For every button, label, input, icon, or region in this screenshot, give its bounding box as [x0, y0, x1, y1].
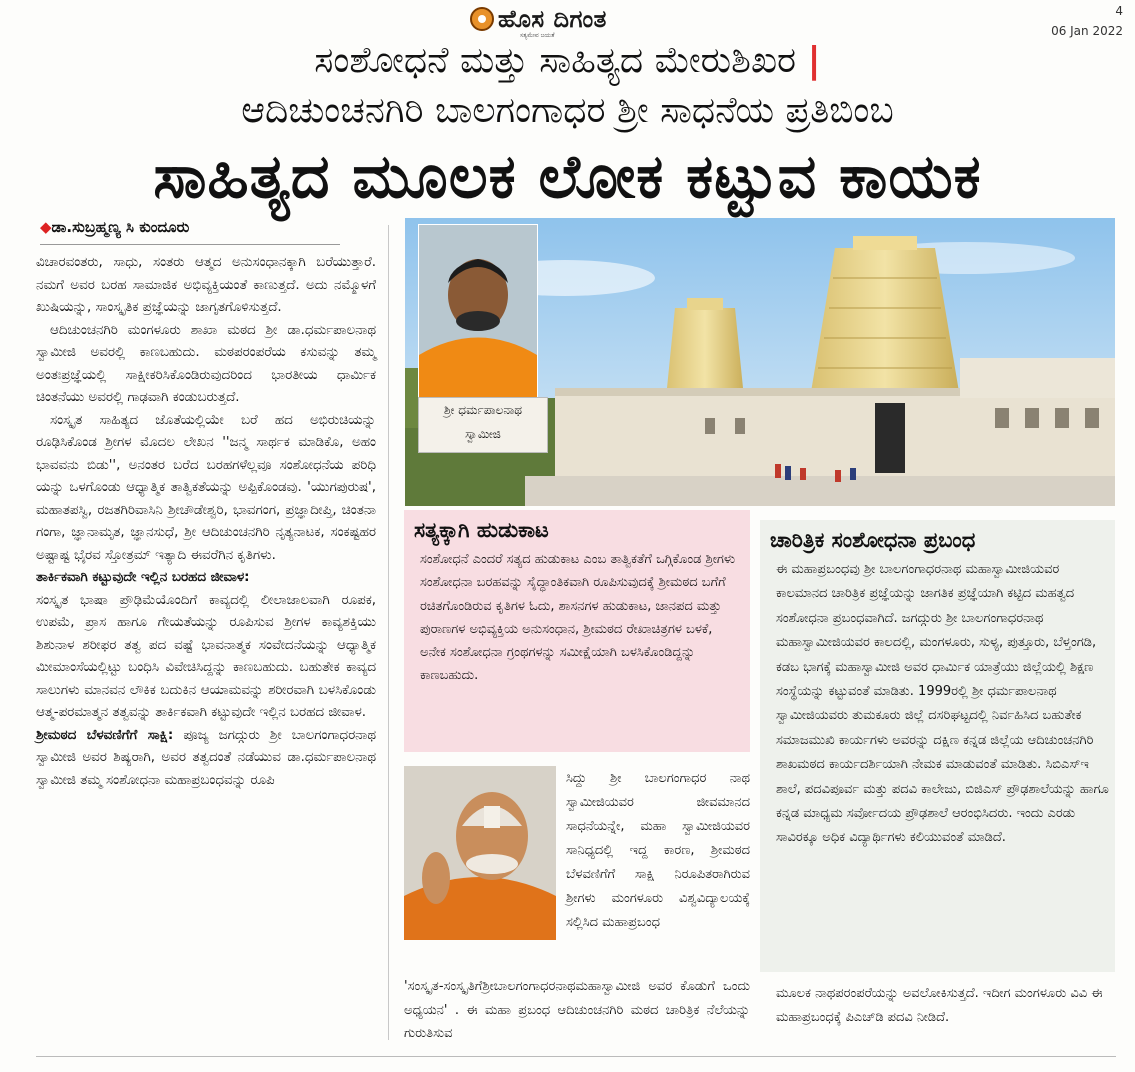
article-column-1: [36, 252, 376, 792]
headline: ಸಾಹಿತ್ಯದ ಮೂಲಕ ಲೋಕ ಕಟ್ಟುವ ಕಾಯಕ: [153, 142, 982, 212]
inset-photo-caption: [418, 397, 548, 453]
page-bottom-divider: [36, 1056, 1116, 1057]
byline-author: ಡಾ.ಸುಬ್ರಹ್ಮಣ್ಯ ಸಿ ಕುಂದೂರು: [51, 218, 190, 236]
masthead-tagline: ಸತ್ಯಮೇವ ಜಯತೆ: [520, 32, 555, 39]
kicker-line-1-text: ಸಂಶೋಧನೆ ಮತ್ತು ಸಾಹಿತ್ಯದ ಮೇರುಶಿಖರ: [314, 40, 797, 81]
article-right-bottom: ಮೂಲಕ ನಾಥಪರಂಪರೆಯನ್ನು ಅವಲೋಕಿಸುತ್ತದೆ. ಇದೀಗ ಮಂಗಳೂರು ವಿವಿ ಈ ಮಹಾಪ್ರಬಂಧಕ್ಕೆ ಪಿಎಚ್‌ಡಿ ಪದವಿ ನೀಡಿದೆ.: [776, 986, 1103, 1025]
col1-paragraph-2: ಆದಿಚುಂಚನಗಿರಿ ಮಂಗಳೂರು ಶಾಖಾ ಮಠದ ಶ್ರೀ ಡಾ.ಧರ್ಮಪಾಲನಾಥ ಸ್ವಾಮೀಜಿ ಅವರಲ್ಲಿ ಕಾಣಬಹುದು. ಮಠಪರಂಪರೆಯ ಕಸುವನ್ನು ತಮ್ಮ ಅಂತಃಪ್ರಜ್ಞೆಯಲ್ಲಿ ಸಾಕ್ಷೀಕರಿಸಿಕೊಂಡಿರುವುದರಿಂದ ಭಾರತೀಯ ಧಾರ್ಮಿಕ ಚಿಂತನೆಯು ಅವರಲ್ಲಿ ಗಾಢವಾಗಿ ಕಂಡುಬರುತ್ತದೆ.: [36, 322, 376, 405]
masthead: [470, 4, 670, 34]
kicker-bar: |: [807, 40, 821, 81]
article-mid-text: ಸಿದ್ದು ಶ್ರೀ ಬಾಲಗಂಗಾಧರ ನಾಥ ಸ್ವಾಮೀಜಿಯವರ ಜೀವಮಾನದ ಸಾಧನೆಯನ್ನೇ, ಮಹಾ ಸ್ವಾಮೀಜಿಯವರ ಸಾನಿಧ್ಯದಲ್ಲಿ ಇದ್ದ ಕಾರಣ, ಶ್ರೀಮಠದ ಬೆಳವಣಿಗೆಗೆ ಸಾಕ್ಷಿ ನಿರೂಪಿತರಾಗಿರುವ ಶ್ರೀಗಳು ಮಂಗಳೂರು ವಿಶ್ವವಿದ್ಯಾಲಯಕ್ಕೆ ಸಲ್ಲಿಸಿದ ಮಹಾಪ್ರಬಂಧ: [566, 771, 750, 930]
article-mid-bottom: 'ಸಂಸ್ಕೃತ-ಸಂಸ್ಕೃತಿಗೆಶ್ರೀಬಾಲಗಂಗಾಧರನಾಥಮಹಾಸ್ವಾಮೀಜಿ ಅವರ ಕೊಡುಗೆ ಒಂದು ಅಧ್ಯಯನ' . ಈ ಮಹಾ ಪ್ರಬಂಧ ಆದಿಚುಂಚನಗಿರಿ ಮಠದ ಚಾರಿತ್ರಿಕ ನೆಲೆಯನ್ನು ಗುರುತಿಸುವ: [404, 979, 750, 1041]
byline: [40, 218, 189, 236]
masthead-logo-icon: [470, 7, 494, 31]
col1-paragraph-5: ಪೂಜ್ಯ ಜಗದ್ಗುರು ಶ್ರೀ ಬಾಲಗಂಗಾಧರನಾಥ ಸ್ವಾಮೀಜಿ ಅವರ ಶಿಷ್ಯರಾಗಿ, ಅವರ ತತ್ವದಂತೆ ನಡೆಯುವ ಡಾ.ಧರ್ಮಪಾಲನಾಥ ಸ್ವಾಮೀಜಿ ತಮ್ಮ ಸಂಶೋಧನಾ ಮಹಾಪ್ರಬಂಧವನ್ನು ರೂಪಿ: [36, 727, 376, 788]
green-box-title: ಚಾರಿತ್ರಿಕ ಸಂಶೋಧನಾ ಪ್ರಬಂಧ: [770, 528, 976, 552]
swamiji-photo: [404, 766, 556, 940]
inset-caption-line-2: ಸ್ವಾಮೀಜಿ: [465, 427, 501, 441]
issue-date: 06 Jan 2022: [1051, 24, 1123, 38]
inset-caption-line-1: ಶ್ರೀ ಧರ್ಮಪಾಲನಾಥ: [443, 403, 523, 417]
col1-paragraph-4: ಸಂಸ್ಕೃತ ಭಾಷಾ ಪ್ರೌಢಿಮೆಯೊಂದಿಗೆ ಕಾವ್ಯದಲ್ಲಿ ಲೀಲಾಜಾಲವಾಗಿ ರೂಪಕ, ಉಪಮೆ, ಪ್ರಾಸ ಹಾಗೂ ಗೇಯತೆಯನ್ನು ರೂಪಿಸುವ ಶ್ರೀಗಳ ಕಾವ್ಯಶಕ್ತಿಯು ಶಿಶುನಾಳ ಶರೀಫರ ತತ್ವ ಪದ ವಷ್ಟೆ ಭಾವನಾತ್ಮಕ ಸಂವೇದನೆಯನ್ನು ಆಧ್ಯಾತ್ಮಿಕ ಮೀಮಾಂಸೆಯಲ್ಲಿಟ್ಟು ಬಂಧಿಸಿ ವಿವೇಚಿಸಿದ್ದನ್ನು ಕಾಣಬಹುದು. ಬಹುತೇಕ ಕಾವ್ಯದ ಸಾಲುಗಳು ಮಾನವನ ಲೌಕಿಕ ಬದುಕಿನ ಆಯಾಮವನ್ನು ಶರೀರವಾಗಿ ಬಳಸಿಕೊಂಡು ಆತ್ಮ-ಪರಮಾತ್ಮನ ತತ್ವವನ್ನು ತಾರ್ಕಿಕವಾಗಿ ಕಟ್ಟುವುದೇ ಇಲ್ಲಿನ ಬರಹದ ಜೀವಾಳ.: [36, 592, 376, 720]
pink-box-title: ಸತ್ಯಕ್ಕಾಗಿ ಹುಡುಕಾಟ: [414, 518, 549, 542]
byline-marker-icon: ◆: [40, 218, 52, 236]
green-box-text: ಈ ಮಹಾಪ್ರಬಂಧವು ಶ್ರೀ ಬಾಲಗಂಗಾಧರನಾಥ ಮಹಾಸ್ವಾಮೀಜಿಯವರ ಕಾಲಮಾನದ ಚಾರಿತ್ರಿಕ ಪ್ರಜ್ಞೆಯನ್ನು ಜಾಗತಿಕ ಪ್ರಜ್ಞೆಯಾಗಿ ಕಟ್ಟಿದ ಮಹತ್ವದ ಸಂಶೋಧನಾ ಪ್ರಬಂಧವಾಗಿದೆ. ಜಗದ್ಗುರು ಶ್ರೀ ಬಾಲಗಂಗಾಧರನಾಥ ಮಹಾಸ್ವಾಮೀಜಿಯವರ ಕಾಲದಲ್ಲಿ, ಮಂಗಳೂರು, ಸುಳ್ಯ, ಪುತ್ತೂರು, ಬೆಳ್ತಂಗಡಿ, ಕಡಬ ಭಾಗಕ್ಕೆ ಮಹಾಸ್ವಾಮೀಜಿ ಅವರ ಧಾರ್ಮಿಕ ಯಾತ್ರೆಯು ಜಿಲ್ಲೆಯಲ್ಲಿ ಶಿಕ್ಷಣ ಸಂಸ್ಥೆಯನ್ನು ಕಟ್ಟುವಂತೆ ಮಾಡಿತು. 1999ರಲ್ಲಿ ಶ್ರೀ ಧರ್ಮಪಾಲನಾಥ ಸ್ವಾಮೀಜಿಯವರು ತುಮಕೂರು ಜಿಲ್ಲೆ ದಸರಿಘಟ್ಟದಲ್ಲಿ ನಿರ್ವಹಿಸಿದ ಬಹುತೇಕ ಸಮಾಜಮುಖಿ ಕಾರ್ಯಗಳು ಅವರನ್ನು ದಕ್ಷಿಣ ಕನ್ನಡ ಜಿಲ್ಲೆಯ ಆದಿಚುಂಚನಗಿರಿ ಶಾಖಮಠದ ಕಾರ್ಯದರ್ಶಿಯಾಗಿ ನೇಮಕ ಮಾಡುವಂತೆ ಮಾಡಿತು. ಸಿಬಿಎಸ್‌ಇ ಶಾಲೆ, ಪದವಿಪೂರ್ವ ಮತ್ತು ಪದವಿ ಕಾಲೇಜು, ಬಿಜಿಎಸ್ ಪ್ರೌಢಶಾಲೆಯನ್ನು ಹಾಗೂ ಕನ್ನಡ ಮಾಧ್ಯಮ ಸರ್ವೋದಯ ಪ್ರೌಢಶಾಲೆ ಆರಂಭಿಸಿದರು. ಇಂದು ಎರಡು ಸಾವಿರಕ್ಕೂ ಅಧಿಕ ವಿದ್ಯಾರ್ಥಿಗಳು ಕಲಿಯುವಂತೆ ಮಾಡಿದೆ.: [776, 562, 1109, 846]
page-number: 4: [1115, 4, 1123, 18]
col1-subhead-2: ಶ್ರೀಮಠದ ಬೆಳವಣಿಗೆಗೆ ಸಾಕ್ಷಿ:: [36, 727, 174, 743]
inset-portrait-photo: [418, 224, 538, 398]
kicker-line-2: ಆದಿಚುಂಚನಗಿರಿ ಬಾಲಗಂಗಾಧರ ಶ್ರೀ ಸಾಧನೆಯ ಪ್ರತಿಬಿಂಬ: [241, 90, 894, 131]
masthead-name: ಹೊಸ ದಿಗಂತ: [498, 5, 607, 33]
byline-divider: [40, 244, 340, 245]
col1-subhead-1: ತಾರ್ಕಿಕವಾಗಿ ಕಟ್ಟುವುದೇ ಇಲ್ಲಿನ ಬರಹದ ಜೀವಾಳ:: [36, 570, 250, 585]
col1-paragraph-1: ವಿಚಾರವಂತರು, ಸಾಧು, ಸಂತರು ಆತ್ಮದ ಅನುಸಂಧಾನಕ್ಕಾಗಿ ಬರೆಯುತ್ತಾರೆ. ನಮಗೆ ಅವರ ಬರಹ ಸಾಮಾಜಿಕ ಅಭಿವ್ಯಕ್ತಿಯಂತೆ ಕಾಣುತ್ತದೆ. ಅದು ನಮ್ಮೊಳಗೆ ಖುಷಿಯನ್ನು, ಸಾಂಸ್ಕೃತಿಕ ಪ್ರಜ್ಞೆಯನ್ನು ಜಾಗೃತಗೊಳಿಸುತ್ತದೆ.: [36, 255, 376, 315]
col1-paragraph-3: ಸಂಸ್ಕೃತ ಸಾಹಿತ್ಯದ ಜೊತೆಯಲ್ಲಿಯೇ ಬರೆ ಹದ ಅಭಿರುಚಿಯನ್ನು ರೂಢಿಸಿಕೊಂಡ ಶ್ರೀಗಳ ಮೊದಲ ಲೇಖನ ''ಜನ್ಮ ಸಾರ್ಥಕ ಮಾಡಿಕೊ, ಅಹಂ ಭಾವವನು ಬಿಡು'', ಅನಂತರ ಬರೆದ ಬರಹಗಳೆಲ್ಲವೂ ಸಂಶೋಧನೆಯ ಪರಿಧಿ ಯನ್ನು ಒಳಗೊಂಡು ಆಧ್ಯಾತ್ಮಿಕ ತಾತ್ವಿಕತೆಯನ್ನು ಅಪ್ಪಿಕೊಂಡವು. 'ಯುಗಪುರುಷ', ಮಹಾತಪಸ್ವಿ, ರಜತಗಿರಿವಾಸಿನಿ ಶ್ರೀಚೌಡೇಶ್ವರಿ, ಭಾವಗಂಗ, ಪ್ರಜ್ಞಾದೀಪ್ತಿ, ಚಿಂತನಾ ಗಂಗಾ, ಜ್ಞಾನಾಮೃತ, ಜ್ಞಾನಸುಧೆ, ಶ್ರೀ ಆದಿಚುಂಚನಗಿರಿ ನೃತ್ಯನಾಟಕ, ಸಂಕಷ್ಟಹರ ಅಷ್ಟಾಷ್ಟ ಭೈರವ ಸ್ತೋತ್ರಮ್ ಇತ್ಯಾದಿ ಈವರೆಗಿನ ಕೃತಿಗಳು.: [36, 412, 376, 563]
pink-box-text: ಸಂಶೋಧನೆ ಎಂದರೆ ಸತ್ಯದ ಹುಡುಕಾಟ ಎಂಬ ತಾತ್ವಿಕತೆಗೆ ಒಗ್ಗಿಕೊಂಡ ಶ್ರೀಗಳು ಸಂಶೋಧನಾ ಬರಹವನ್ನು ಸೈದ್ಧಾಂತಿಕವಾಗಿ ರೂಪಿಸುವುದಕ್ಕೆ ಶ್ರೀಮಠದ ಬಗೆಗೆ ರಚಿತಗೊಂಡಿರುವ ಕೃತಿಗಳ ಓದು, ಶಾಸನಗಳ ಹುಡುಕಾಟ, ಜಾನಪದ ಮತ್ತು ಪುರಾಣಗಳ ಅಭಿವ್ಯಕ್ತಿಯ ಅನುಸಂಧಾನ, ಶ್ರೀಮಠದ ರೇಖಾಚಿತ್ರಗಳ ಬಳಕೆ, ಅನೇಕ ಸಂಶೋಧನಾ ಗ್ರಂಥಗಳನ್ನು ಸಮೀಕ್ಷೆಯಾಗಿ ಬಳಸಿಕೊಂಡಿದ್ದನ್ನು ಕಾಣಬಹುದು.: [420, 552, 736, 684]
column-divider: [388, 225, 389, 1040]
kicker-line-1: [0, 38, 1135, 84]
